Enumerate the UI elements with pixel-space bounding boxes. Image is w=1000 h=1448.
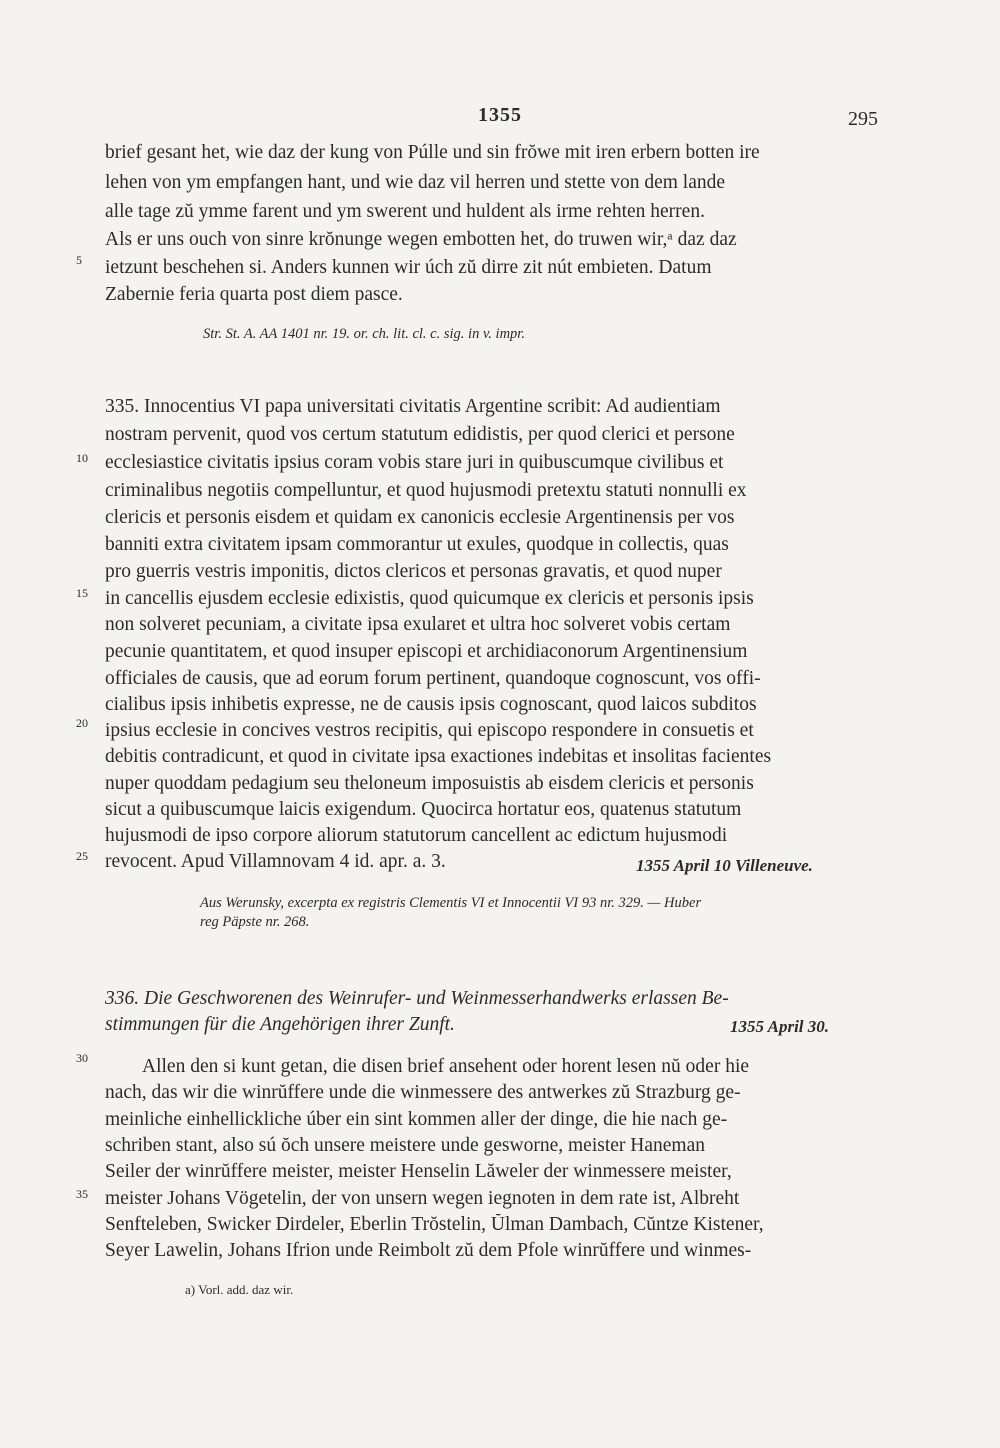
text-line: Senfteleben, Swicker Dirdeler, Eberlin Trŏstelin, Ŭlman Dambach, Cŭntze Kistener, — [105, 1214, 764, 1235]
text-line: pro guerris vestris imponitis, dictos clericos et personas gravatis, et quod nuper — [105, 561, 722, 582]
source-citation: Str. St. A. AA 1401 nr. 19. or. ch. lit. cl. c. sig. in v. impr. — [203, 326, 525, 342]
text-line: banniti extra civitatem ipsam commorantur ut exules, quodque in collectis, quas — [105, 534, 729, 555]
text-line: officiales de causis, que ad eorum forum pertinent, quandoque cognoscunt, vos offi- — [105, 668, 761, 689]
text-line: nostram pervenit, quod vos certum statutum edidistis, per quod clerici et persone — [105, 424, 735, 445]
text-line: ietzunt beschehen si. Anders kunnen wir úch zŭ dirre zit nút embieten. Datum — [105, 257, 712, 278]
document-date: 1355 April 10 Villeneuve. — [636, 856, 813, 875]
text-line: revocent. Apud Villamnovam 4 id. apr. a. 3. — [105, 851, 446, 872]
text-line: hujusmodi de ipso corpore aliorum statutorum cancellent ac edictum hujusmodi — [105, 825, 728, 846]
source-citation: Aus Werunsky, excerpta ex registris Clementis VI et Innocentii VI 93 nr. 329. — Huber — [200, 895, 702, 911]
text-line: meister Johans Vögetelin, der von unsern wegen iegnoten in dem rate ist, Albreht — [105, 1188, 740, 1209]
text-line: brief gesant het, wie daz der kung von Púlle und sin frŏwe mit iren erbern botten ire — [105, 142, 760, 163]
footnote: a) Vorl. add. daz wir. — [185, 1282, 294, 1297]
text-line: Als er uns ouch von sinre krŏnunge wegen embotten het, do truwen wir,ᵃ daz daz — [105, 229, 737, 250]
text-line: ecclesiastice civitatis ipsius coram vobis stare juri in quibuscumque civilibus et — [105, 452, 724, 473]
document-heading: stimmungen für die Angehörigen ihrer Zunft. — [105, 1014, 455, 1035]
text-line: lehen von ym empfangen hant, und wie daz vil herren und stette von dem lande — [105, 172, 726, 193]
text-line: schriben stant, also sú ŏch unsere meistere unde gesworne, meister Haneman — [105, 1135, 705, 1156]
text-line: Allen den si kunt getan, die disen brief ansehent oder horent lesen nŭ oder hie — [142, 1056, 750, 1077]
text-line: Zabernie feria quarta post diem pasce. — [105, 284, 403, 305]
text-line: alle tage zŭ ymme farent und ym swerent und huldent als irme rehten herren. — [105, 201, 705, 222]
text-line: pecunie quantitatem, et quod insuper episcopi et archidiaconorum Argentinensium — [105, 641, 748, 662]
running-head-year: 1355 — [478, 104, 522, 126]
line-number: 10 — [76, 451, 88, 465]
document-heading: 336. Die Geschworenen des Weinrufer- und Weinmesserhandwerks erlassen Be- — [105, 988, 729, 1009]
text-line: Seyer Lawelin, Johans Ifrion unde Reimbolt zŭ dem Pfole winrŭffere und winmes- — [105, 1240, 752, 1261]
text-line: criminalibus negotiis compelluntur, et quod hujusmodi pretextu statuti nonnulli ex — [105, 480, 747, 501]
text-line: Seiler der winrŭffere meister, meister Henselin Lăweler der winmessere meister, — [105, 1161, 732, 1182]
text-line: non solveret pecuniam, a civitate ipsa exularet et ultra hoc solveret vobis certam — [105, 614, 731, 635]
page-number: 295 — [848, 108, 878, 130]
line-number: 35 — [76, 1187, 88, 1201]
line-number: 15 — [76, 586, 88, 600]
text-line: meinliche einhellickliche úber ein sint kommen aller der dinge, die hie nach ge- — [105, 1109, 728, 1130]
text-line: debitis contradicunt, et quod in civitate ipsa exactiones indebitas et insolitas facientes — [105, 746, 772, 767]
source-citation: reg Päpste nr. 268. — [200, 914, 310, 930]
line-number: 20 — [76, 716, 88, 730]
document-date: 1355 April 30. — [730, 1017, 830, 1036]
text-line: nach, das wir die winrŭffere unde die winmessere des antwerkes zŭ Strazburg ge- — [105, 1082, 741, 1103]
line-number: 5 — [76, 253, 82, 267]
text-line: 335. Innocentius VI papa universitati civitatis Argentine scribit: Ad audientiam — [105, 396, 721, 417]
text-line: nuper quoddam pedagium seu theloneum imposuistis ab eisdem clericis et personis — [105, 773, 754, 794]
text-line: cialibus ipsis inhibetis expresse, ne de causis ipsis cognoscant, quod laicos subditos — [105, 694, 757, 715]
line-number: 30 — [76, 1051, 88, 1065]
line-number: 25 — [76, 849, 88, 863]
text-line: sicut a quibuscumque laicis exigendum. Quocirca hortatur eos, quatenus statutum — [105, 799, 742, 820]
text-line: clericis et personis eisdem et quidam ex canonicis ecclesie Argentinensis per vos — [105, 507, 735, 528]
text-line: in cancellis ejusdem ecclesie edixistis, quod quicumque ex clericis et personis ipsis — [105, 588, 754, 609]
text-line: ipsius ecclesie in concives vestros recipitis, qui episcopo respondere in consuetis et — [105, 720, 754, 741]
